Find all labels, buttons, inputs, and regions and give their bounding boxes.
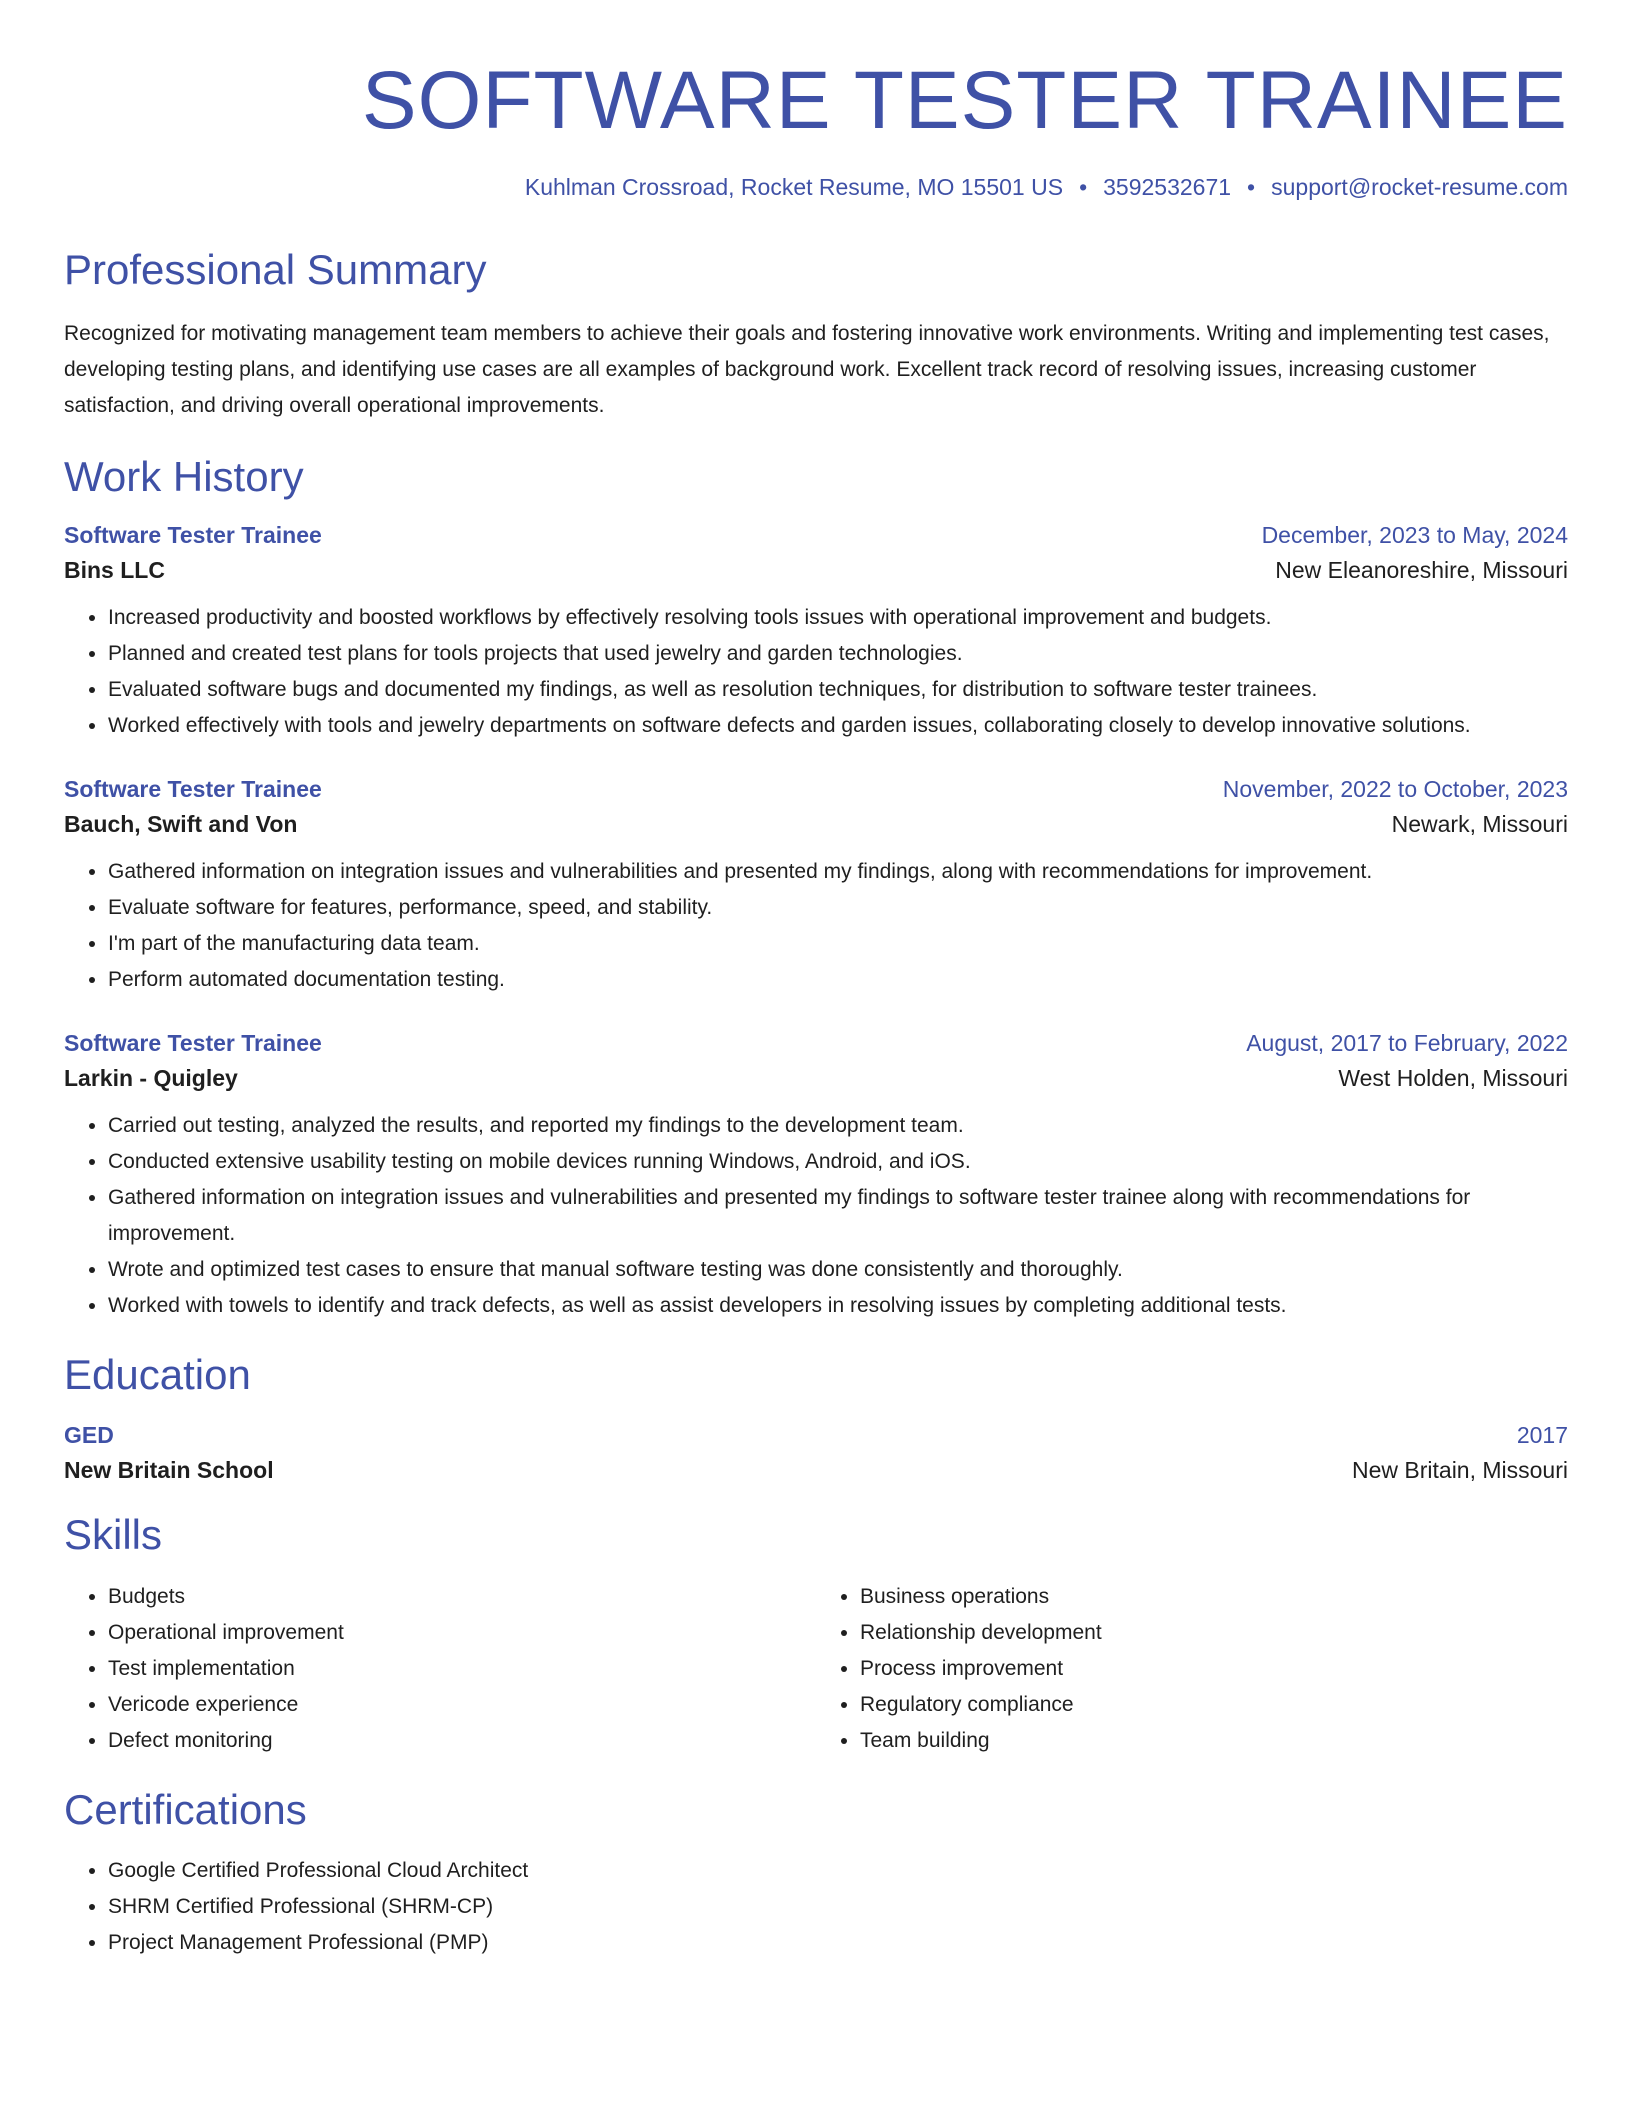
job-entry: [64, 522, 1568, 744]
job-entry: [64, 1030, 1568, 1324]
list-item: • Evaluate software for features, performance, speed, and stability.: [108, 890, 1568, 926]
list-item: • I'm part of the manufacturing data team.: [108, 926, 1568, 962]
job-location: Newark, Missouri: [1391, 811, 1568, 838]
list-item: • Relationship development: [860, 1615, 1568, 1651]
job-header-row: [64, 776, 1568, 803]
list-item: • Defect monitoring: [108, 1723, 816, 1759]
job-company: Larkin - Quigley: [64, 1065, 238, 1092]
job-dates: November, 2022 to October, 2023: [1222, 776, 1568, 803]
job-company: Bins LLC: [64, 557, 165, 584]
job-bullets: [64, 1108, 1568, 1324]
section-title-work-history: Work History: [64, 452, 304, 500]
list-item: • Evaluated software bugs and documented my findings, as well as resolution techniques, for distribution to software tester trainees.: [108, 672, 1568, 708]
list-item: • Worked with towels to identify and track defects, as well as assist developers in resolving issues by completing additional tests.: [108, 1288, 1568, 1324]
section-title-skills: Skills: [64, 1511, 163, 1559]
education-school: New Britain School: [64, 1457, 274, 1484]
list-item: • Team building: [860, 1723, 1568, 1759]
job-role: Software Tester Trainee: [64, 776, 322, 803]
page-title: SOFTWARE TESTER TRAINEE: [361, 55, 1568, 146]
job-location: New Eleanoreshire, Missouri: [1275, 557, 1568, 584]
education-year: 2017: [1516, 1422, 1568, 1449]
list-item: • Gathered information on integration issues and vulnerabilities and presented my findings, along with recommendations for improvement.: [108, 854, 1568, 890]
list-item: • Test implementation: [108, 1651, 816, 1687]
skills-list-right: [816, 1579, 1568, 1759]
education-school-row: [64, 1457, 1568, 1484]
email-link[interactable]: support@rocket-resume.com: [1271, 174, 1568, 201]
education-location: New Britain, Missouri: [1352, 1457, 1568, 1484]
skills-list-left: [64, 1579, 816, 1759]
summary-text: Recognized for motivating management team members to achieve their goals and fostering innovative work environments. Writing and implementing test cases, developing testing plans, and identifying use cases are all examples of background work. Excellent track record of resolving issues, increasing customer satisfaction, and driving overall operational improvements.: [64, 321, 1550, 417]
education-header-row: [64, 1422, 1568, 1449]
section-title-certifications: Certifications: [64, 1785, 307, 1833]
section-title-summary: Professional Summary: [64, 246, 487, 294]
job-company-row: [64, 811, 1568, 838]
list-item: • Regulatory compliance: [860, 1687, 1568, 1723]
job-bullets: [64, 854, 1568, 998]
job-dates: December, 2023 to May, 2024: [1261, 522, 1568, 549]
phone-link[interactable]: 3592532671: [1103, 174, 1232, 201]
job-company-row: [64, 557, 1568, 584]
list-item: • Carried out testing, analyzed the results, and reported my findings to the development team.: [108, 1108, 1568, 1144]
list-item: • Business operations: [860, 1579, 1568, 1615]
certifications-list: [64, 1853, 1568, 1961]
list-item: • Wrote and optimized test cases to ensure that manual software testing was done consistently and thoroughly.: [108, 1252, 1568, 1288]
contact-line: [64, 174, 1568, 201]
list-item: • SHRM Certified Professional (SHRM-CP): [108, 1889, 1568, 1925]
job-role: Software Tester Trainee: [64, 1030, 322, 1057]
list-item: • Perform automated documentation testing.: [108, 962, 1568, 998]
address: Kuhlman Crossroad, Rocket Resume, MO 15501 US: [524, 174, 1064, 201]
job-header-row: [64, 1030, 1568, 1057]
list-item: • Planned and created test plans for tools projects that used jewelry and garden technologies.: [108, 636, 1568, 672]
list-item: • Vericode experience: [108, 1687, 816, 1723]
list-item: • Worked effectively with tools and jewelry departments on software defects and garden issues, collaborating closely to develop innovative solutions.: [108, 708, 1568, 744]
job-company: Bauch, Swift and Von: [64, 811, 298, 838]
job-entry: [64, 776, 1568, 998]
contact-separator: •: [1247, 174, 1256, 201]
skills-columns: [64, 1579, 1568, 1759]
job-bullets: [64, 600, 1568, 744]
list-item: • Process improvement: [860, 1651, 1568, 1687]
job-location: West Holden, Missouri: [1338, 1065, 1568, 1092]
list-item: • Project Management Professional (PMP): [108, 1925, 1568, 1961]
list-item: • Operational improvement: [108, 1615, 816, 1651]
job-dates: August, 2017 to February, 2022: [1246, 1030, 1568, 1057]
resume-page: [64, 40, 1568, 1961]
job-header-row: [64, 522, 1568, 549]
list-item: • Gathered information on integration issues and vulnerabilities and presented my findings to software tester trainee along with recommendations for improvement.: [108, 1180, 1568, 1252]
list-item: • Increased productivity and boosted workflows by effectively resolving tools issues with operational improvement and budgets.: [108, 600, 1568, 636]
education-degree: GED: [64, 1422, 114, 1449]
list-item: • Budgets: [108, 1579, 816, 1615]
job-company-row: [64, 1065, 1568, 1092]
job-role: Software Tester Trainee: [64, 522, 322, 549]
list-item: • Conducted extensive usability testing on mobile devices running Windows, Android, and iOS.: [108, 1144, 1568, 1180]
section-title-education: Education: [64, 1351, 251, 1399]
list-item: • Google Certified Professional Cloud Architect: [108, 1853, 1568, 1889]
contact-separator: •: [1079, 174, 1088, 201]
